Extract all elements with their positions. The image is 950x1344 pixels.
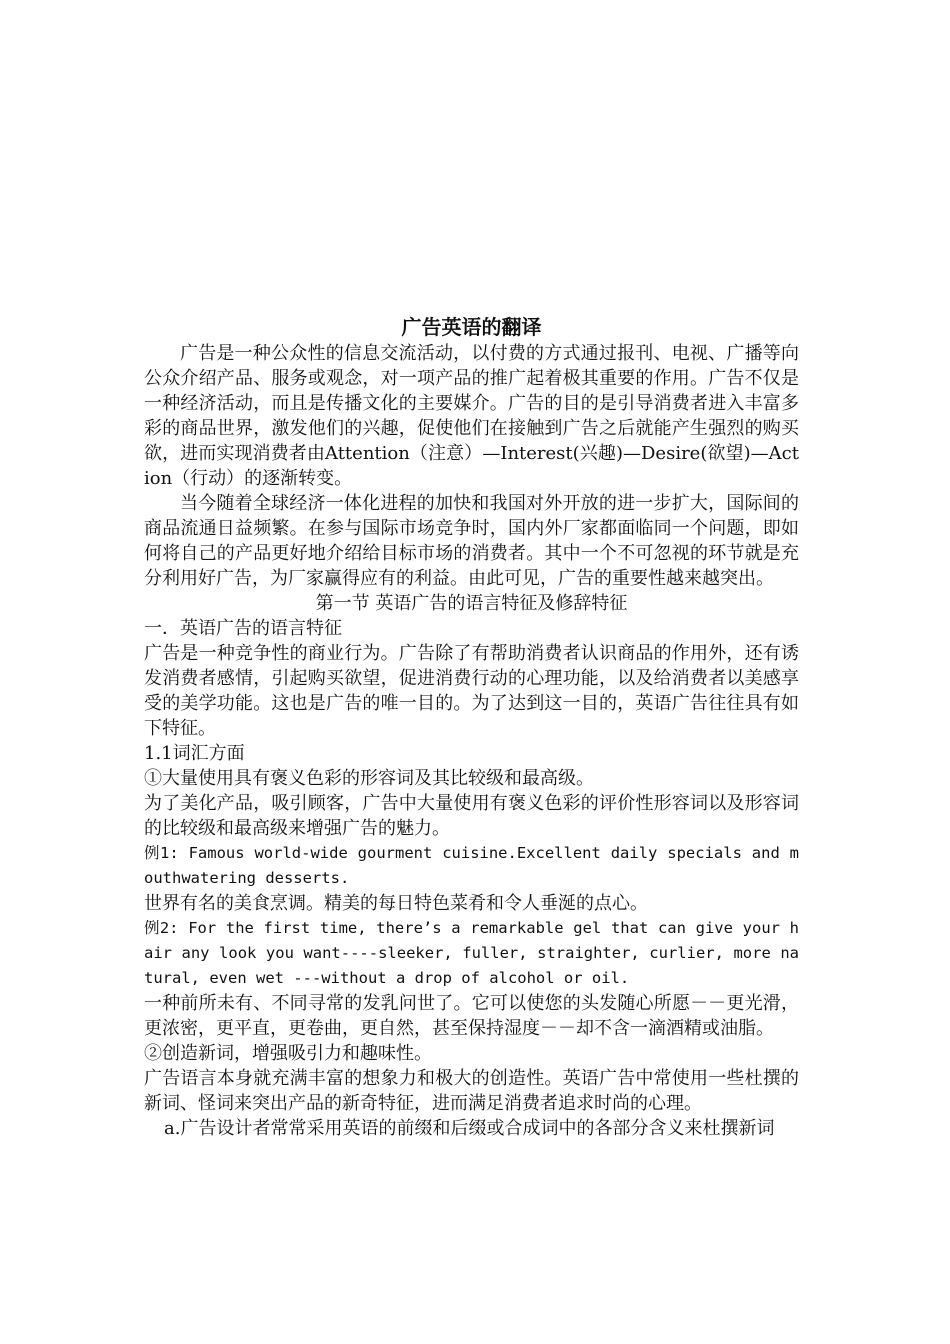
example-2-english: 例2: For the first time, there’s a remarkable gel that can give your hair any look you want----sleeker, fuller, straighter, curlier, more natural, even wet ---without a drop of alcohol or oil. [144,919,799,987]
point-1-paragraph: 为了美化产品，吸引顾客，广告中大量使用有褒义色彩的评价性形容词以及形容词的比较级和最高级来增强广告的魅力。 [144,793,799,839]
example-1-chinese: 世界有名的美食烹调。精美的每日特色菜肴和令人垂涎的点心。 [144,893,648,914]
subsection-heading: 一．英语广告的语言特征 [144,618,342,639]
subsubsection-heading: 1.1词汇方面 [144,743,245,764]
intro-paragraph-1: 广告是一种公众性的信息交流活动，以付费的方式通过报刊、电视、广播等向公众介绍产品、服务或观念，对一项产品的推广起着极其重要的作用。广告不仅是一种经济活动，而且是传播文化的主要媒介。广告的目的是引导消费者进入丰富多彩的商品世界，激发他们的兴趣，促使他们在接触到广告之后就能产生强烈的购买欲，进而实现消费者由Attention（注意）—Interest(兴趣)—Desire(欲望)—Action（行动）的逐渐转变。 [144,343,799,489]
point-1-heading: ①大量使用具有褒义色彩的形容词及其比较级和最高级。 [144,768,594,789]
point-2-item-a: a.广告设计者常常采用英语的前缀和后缀或合成词中的各部分含义来杜撰新词 [164,1118,775,1139]
example-2-chinese: 一种前所未有、不同寻常的发乳问世了。它可以使您的头发随心所愿－－更光滑，更浓密，更平直，更卷曲，更自然，甚至保持湿度－－却不含一滴酒精或油脂。 [144,993,799,1039]
intro-paragraph-2: 当今随着全球经济一体化进程的加快和我国对外开放的进一步扩大，国际间的商品流通日益频繁。在参与国际市场竞争时，国内外厂家都面临同一个问题，即如何将自己的产品更好地介绍给目标市场的消费者。其中一个不可忽视的环节就是充分利用好广告，为厂家赢得应有的利益。由此可见，广告的重要性越来越突出。 [144,493,799,589]
document-title: 广告英语的翻译 [401,315,542,339]
document-page [144,313,799,1141]
section-heading: 第一节 英语广告的语言特征及修辞特征 [315,593,628,614]
example-1-english: 例1: Famous world-wide gourment cuisine.Excellent daily specials and mouthwatering desserts. [144,844,799,887]
point-2-heading: ②创造新词，增强吸引力和趣味性。 [144,1043,432,1064]
subsection-paragraph: 广告是一种竞争性的商业行为。广告除了有帮助消费者认识商品的作用外，还有诱发消费者感情，引起购买欲望，促进消费行动的心理功能，以及给消费者以美感享受的美学功能。这也是广告的唯一目的。为了达到这一目的，英语广告往往具有如下特征。 [144,643,799,739]
point-2-paragraph: 广告语言本身就充满丰富的想象力和极大的创造性。英语广告中常使用一些杜撰的新词、怪词来突出产品的新奇特征，进而满足消费者追求时尚的心理。 [144,1068,799,1114]
